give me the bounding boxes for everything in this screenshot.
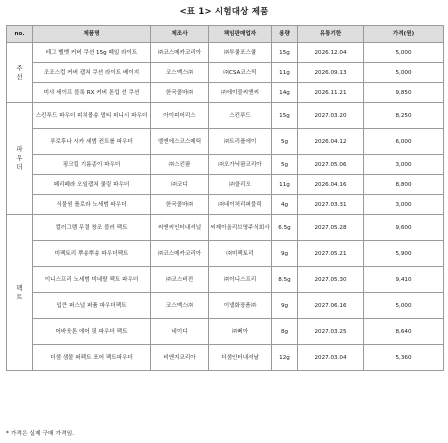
maker-cell: 네이디 bbox=[151, 319, 209, 345]
volume-cell: 9g bbox=[272, 241, 298, 267]
price-cell: 8,250 bbox=[364, 103, 444, 129]
header-price: 가격(원) bbox=[364, 26, 444, 43]
price-cell: 3,000 bbox=[364, 195, 444, 215]
expiry-cell: 2027.03.04 bbox=[298, 345, 364, 371]
seller-cell: 스킨푸드 bbox=[209, 103, 272, 129]
table-title: <표 1> 시험대상 제품 bbox=[179, 7, 269, 17]
footnote: * 가격은 실제 구매 가격임. bbox=[6, 431, 75, 437]
table-row bbox=[7, 241, 444, 267]
expiry-cell: 2026.04.16 bbox=[298, 175, 364, 195]
volume-cell: 11g bbox=[272, 175, 298, 195]
category-cell: 팩 트 bbox=[7, 215, 33, 371]
header-volume: 용량 bbox=[272, 26, 298, 43]
maker-cell: 코스맥스㈜ bbox=[151, 63, 209, 83]
table-row bbox=[7, 155, 444, 175]
seller-cell: ㈜삐아 bbox=[209, 319, 272, 345]
table-row bbox=[7, 43, 444, 63]
maker-cell: 한국콜마㈜ bbox=[151, 195, 209, 215]
price-cell: 9,600 bbox=[364, 215, 444, 241]
table-row bbox=[7, 129, 444, 155]
seller-cell: 이넬화장품㈜ bbox=[209, 293, 272, 319]
table-header-row bbox=[7, 26, 444, 43]
maker-cell: ㈜코스비전 bbox=[151, 267, 209, 293]
header-product-name: 제품명 bbox=[33, 26, 151, 43]
product-name-cell: 더샘 샘물 퍼펙트 포어 팩트파우더 bbox=[33, 345, 151, 371]
seller-cell: ㈜이니스프리 bbox=[209, 267, 272, 293]
price-cell: 5,000 bbox=[364, 43, 444, 63]
volume-cell: 8.5g bbox=[272, 267, 298, 293]
maker-cell: ㈜코스메카코리아 bbox=[151, 241, 209, 267]
price-cell: 8,800 bbox=[364, 175, 444, 195]
maker-cell: 엘앤에스코스메틱 bbox=[151, 129, 209, 155]
header-seller: 책임판매업자 bbox=[209, 26, 272, 43]
expiry-cell: 2026.11.21 bbox=[298, 83, 364, 103]
product-name-cell: 스킨푸드 파우더 피치볼송 멀티 피니시 파우더 bbox=[33, 103, 151, 129]
table-row bbox=[7, 319, 444, 345]
price-cell: 5,000 bbox=[364, 63, 444, 83]
price-cell: 6,000 bbox=[364, 129, 444, 155]
product-name-cell: 어바웃톤 에어 핏 파우더 팩트 bbox=[33, 319, 151, 345]
expiry-cell: 2027.05.28 bbox=[298, 215, 364, 241]
table-row bbox=[7, 195, 444, 215]
expiry-cell: 2027.03.20 bbox=[298, 103, 364, 129]
product-name-cell: 미팩토리 뿌송뿌송 파우더팩트 bbox=[33, 241, 151, 267]
expiry-cell: 2026.09.13 bbox=[298, 63, 364, 83]
volume-cell: 8g bbox=[272, 319, 298, 345]
expiry-cell: 2027.05.30 bbox=[298, 267, 364, 293]
expiry-cell: 2027.06.16 bbox=[298, 293, 364, 319]
maker-cell: ㈜스킨팜 bbox=[151, 155, 209, 175]
price-cell: 9,850 bbox=[364, 83, 444, 103]
expiry-cell: 2026.04.12 bbox=[298, 129, 364, 155]
maker-cell: 한국콜마㈜ bbox=[151, 83, 209, 103]
product-name-cell: 테그 벨벳 커버 쿠션 15g 페일 라이트 bbox=[33, 43, 151, 63]
seller-cell: ㈜네이처리퍼블릭 bbox=[209, 195, 272, 215]
volume-cell: 6.5g bbox=[272, 215, 298, 241]
table-row bbox=[7, 267, 444, 293]
table-row bbox=[7, 63, 444, 83]
product-name-cell: 식물원 플로라 노세범 파우더 bbox=[33, 195, 151, 215]
maker-cell: ㈜코스메카코리아 bbox=[151, 43, 209, 63]
header-expiry: 유통기한 bbox=[298, 26, 364, 43]
volume-cell: 5g bbox=[272, 155, 298, 175]
volume-cell: 5g bbox=[272, 129, 298, 155]
volume-cell: 12g bbox=[272, 345, 298, 371]
product-name-cell: 푸로후나 시카 세범 컨트롤 파우더 bbox=[33, 129, 151, 155]
maker-cell: ㈜코디 bbox=[151, 175, 209, 195]
table-row bbox=[7, 345, 444, 371]
maker-cell: 코스맥스㈜ bbox=[151, 293, 209, 319]
volume-cell: 15g bbox=[272, 43, 298, 63]
volume-cell: 9g bbox=[272, 293, 298, 319]
seller-cell: ㈜미팩토리 bbox=[209, 241, 272, 267]
product-name-cell: 이니스프리 노세범 미네랄 팩트 파우더 bbox=[33, 267, 151, 293]
price-cell: 5,900 bbox=[364, 241, 444, 267]
seller-cell: ㈜에이블씨엔씨 bbox=[209, 83, 272, 103]
seller-cell: ㈜투쿨포스쿨 bbox=[209, 43, 272, 63]
category-cell: 주 선 bbox=[7, 43, 33, 103]
expiry-cell: 2027.05.21 bbox=[298, 241, 364, 267]
header-maker: 제조사 bbox=[151, 26, 209, 43]
category-cell: 파 우 더 bbox=[7, 103, 33, 215]
seller-cell: 씨제이올리브영주식회사 bbox=[209, 215, 272, 241]
product-name-cell: 핑크킬 기름종이 파우더 bbox=[33, 155, 151, 175]
table-row bbox=[7, 103, 444, 129]
seller-cell: ㈜클리오 bbox=[209, 175, 272, 195]
table-row bbox=[7, 83, 444, 103]
table-row bbox=[7, 293, 444, 319]
expiry-cell: 2026.12.04 bbox=[298, 43, 364, 63]
volume-cell: 11g bbox=[272, 63, 298, 83]
price-cell: 8,640 bbox=[364, 319, 444, 345]
product-name-cell: 페리페라 오일캡쳐 쿨링 파우더 bbox=[33, 175, 151, 195]
volume-cell: 4g bbox=[272, 195, 298, 215]
maker-cell: 비앤지코리아 bbox=[151, 345, 209, 371]
volume-cell: 15g bbox=[272, 103, 298, 129]
maker-cell: 아이피어리스 bbox=[151, 103, 209, 129]
header-no: no. bbox=[7, 26, 33, 43]
expiry-cell: 2027.03.25 bbox=[298, 319, 364, 345]
price-cell: 9,410 bbox=[364, 267, 444, 293]
seller-cell: 더샘인터내셔날 bbox=[209, 345, 272, 371]
price-cell: 5,360 bbox=[364, 345, 444, 371]
volume-cell: 14g bbox=[272, 83, 298, 103]
table-row bbox=[7, 175, 444, 195]
product-name-cell: 컬러그램 무결 창조 블러 팩트 bbox=[33, 215, 151, 241]
product-name-cell: 조조스컵 커버 캡쳐 쿠션 라이트 베이지 bbox=[33, 63, 151, 83]
seller-cell: ㈜CSA코스믹 bbox=[209, 63, 272, 83]
product-name-cell: 미샤 세이프 블록 RX 커버 톤업 선 쿠션 bbox=[33, 83, 151, 103]
price-cell: 3,000 bbox=[364, 155, 444, 175]
price-cell: 5,000 bbox=[364, 293, 444, 319]
expiry-cell: 2027.03.31 bbox=[298, 195, 364, 215]
product-table bbox=[6, 25, 444, 371]
table-body bbox=[7, 43, 444, 371]
table-row bbox=[7, 215, 444, 241]
expiry-cell: 2027.05.06 bbox=[298, 155, 364, 175]
seller-cell: ㈜오가닉팜코리아 bbox=[209, 155, 272, 175]
maker-cell: 씨앤씨인터내셔널 bbox=[151, 215, 209, 241]
seller-cell: ㈜트리플에이 bbox=[209, 129, 272, 155]
product-name-cell: 입큰 퍼스널 퍼퓸 파우더팩트 bbox=[33, 293, 151, 319]
